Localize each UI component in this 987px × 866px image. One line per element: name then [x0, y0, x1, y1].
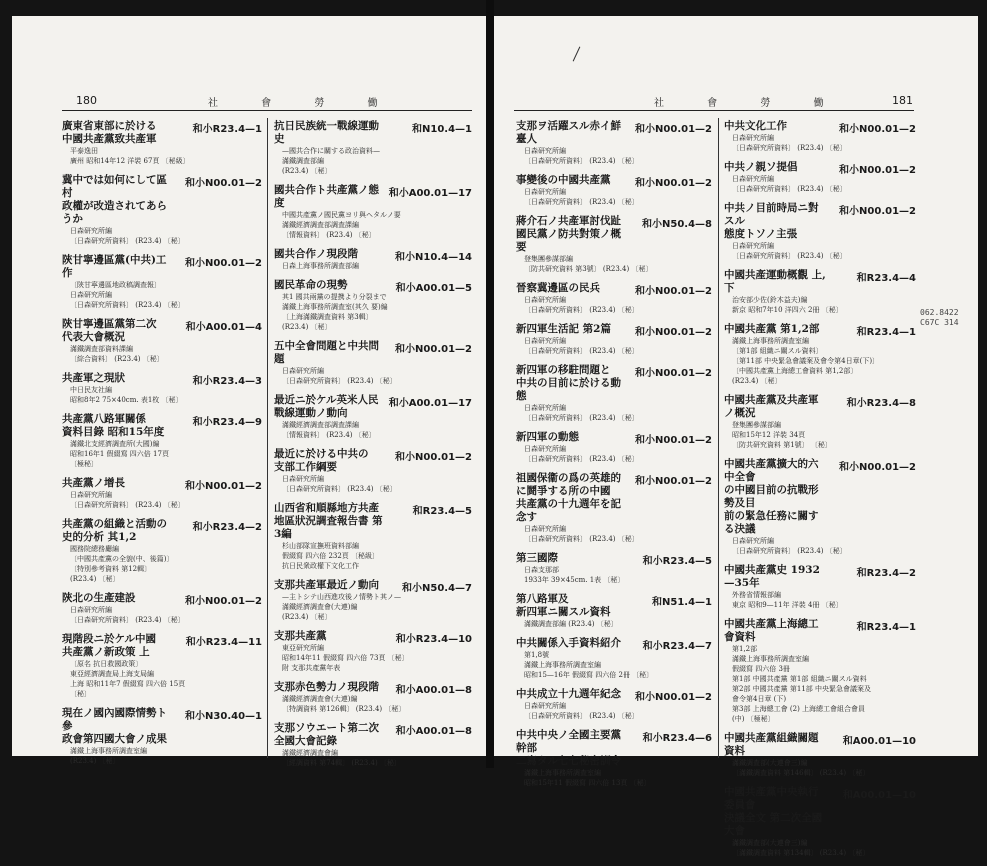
entry-title: 支那共產黨	[274, 630, 327, 642]
entry-title: 支那ソウエート第二次 全國大會記錄	[274, 722, 379, 747]
entry-publication-details: 日森研究所編 〔日森研究所資料〕 (R23.4) 〔秘〕	[524, 188, 639, 206]
entry-title: 中國共產黨上海總工會資料	[724, 618, 819, 643]
entry-title: 祖國保衞の爲の英雄的 に鬪爭する所の中國 共產黨の十九週年を記念す	[516, 472, 621, 523]
entry-classification-code: 和小A00.01—8	[395, 726, 472, 737]
column-divider	[718, 118, 719, 758]
entry-title: 國共合作ト共產黨ノ態度	[274, 184, 379, 209]
entry-classification-code: 和小N30.40—1	[185, 711, 262, 722]
catalog-entry	[62, 633, 262, 699]
catalog-entry	[724, 564, 916, 610]
entry-classification-code: 和小N00.01—2	[395, 344, 472, 355]
entry-title: 最近に於ける中共の 支部工作綱要	[274, 448, 369, 473]
catalog-entry	[62, 477, 262, 510]
catalog-entry	[724, 458, 916, 556]
entry-classification-code: 和小N00.01—2	[185, 178, 262, 189]
entry-classification-code: 和小A00.01—8	[395, 685, 472, 696]
entry-title: 陝甘寧邊區黨第二次 代表大會概況	[62, 318, 157, 343]
entry-classification-code: 和小A00.01—5	[395, 283, 472, 294]
catalog-entry	[274, 722, 472, 768]
catalog-entry	[516, 729, 712, 788]
catalog-entry	[274, 279, 472, 332]
book-gutter	[486, 0, 494, 768]
entry-publication-details: 中國共產黨ノ國民黨ヨリ與ヘタルノ要 滿鐵經濟調査部調査課編 〔情報資料〕 (R23.4) 〔秘〕	[282, 211, 401, 239]
entry-classification-code: 和R23.4—5	[412, 506, 472, 517]
catalog-entry	[274, 681, 472, 714]
entry-title: 中共關係入手資料紹介	[516, 637, 621, 649]
entry-classification-code: 和小N00.01—2	[635, 286, 712, 297]
entry-publication-details: 杉山部隊宣撫班資料部編 假綴寫 四六倍 232頁 〔秘級〕 抗日民衆政權下文化工作	[282, 542, 380, 570]
entry-publication-details: 日森研究所編 〔日森研究所資料〕 (R23.4) 〔秘〕	[70, 227, 185, 245]
entry-publication-details: 日森研究所編 〔日森研究所資料〕 (R23.4) 〔秘〕	[282, 475, 397, 493]
catalog-entry	[724, 786, 916, 858]
entry-classification-code: 和小N00.01—2	[395, 452, 472, 463]
entry-title: 現階段ニ於ケル中國 共產黨ノ新政策 上	[62, 633, 156, 658]
catalog-entry	[516, 323, 712, 356]
catalog-entry	[274, 448, 472, 494]
entry-classification-code: 和小R23.4—1	[192, 124, 262, 135]
entry-classification-code: 和小N50.4—7	[402, 583, 472, 594]
entry-classification-code: 和R23.4—4	[856, 273, 916, 284]
entry-title: 中共ノ目前時局ニ對スル 態度トソノ主張	[724, 202, 819, 240]
running-header: 社 會 勞 働	[654, 98, 844, 109]
entry-classification-code: 和小N00.01—2	[839, 124, 916, 135]
catalog-entry	[62, 518, 262, 584]
entry-publication-details: 登集團參謀部編 〔防共研究資料 第3號〕 (R23.4) 〔秘〕	[524, 255, 653, 273]
entry-title: 廣東省東部に於ける 中國共產黨致共產軍	[62, 120, 157, 145]
entry-publication-details: 滿鐵上海事務所調査室編 昭和15年11 假綴寫 四六倍 13頁 〔秘〕	[524, 769, 651, 787]
catalog-entry	[724, 120, 916, 153]
right-column-2	[724, 120, 916, 866]
entry-classification-code: 和小N00.01—2	[185, 596, 262, 607]
entry-title: 支那赤色勢力ノ現段階	[274, 681, 379, 693]
entry-title: 中共文化工作	[724, 120, 787, 132]
entry-title: 共產黨ノ增長	[62, 477, 125, 489]
entry-publication-details: 日森研究所編 〔日森研究所資料〕 (R23.4) 〔秘〕	[524, 525, 639, 543]
entry-title: 最近ニ於ケル英米人民 戰線運動ノ動向	[274, 394, 379, 419]
left-page	[12, 16, 486, 767]
catalog-entry	[516, 637, 712, 680]
catalog-entry	[274, 184, 472, 240]
entry-title: 支那共產軍最近ノ動向	[274, 579, 379, 591]
entry-classification-code: 和A00.01—10	[842, 736, 916, 747]
entry-classification-code: 和小R23.4—10	[395, 634, 472, 645]
catalog-entry	[274, 120, 472, 176]
catalog-entry	[274, 248, 472, 271]
running-header: 社 會 勞 働	[208, 98, 398, 109]
catalog-entry	[516, 552, 712, 585]
page-number: 181	[892, 94, 913, 107]
catalog-entry	[516, 120, 712, 166]
entry-classification-code: 和小R23.4—6	[642, 733, 712, 744]
entry-publication-details: 滿鐵北支經濟調査所(大國)編 昭和16年1 假綴寫 四六倍 17頁 〔極秘〕	[70, 440, 169, 468]
entry-classification-code: 和R23.4—1	[856, 622, 916, 633]
entry-publication-details: 日森研究所編 〔日森研究所資料〕 (R23.4) 〔秘〕	[524, 702, 639, 720]
entry-publication-details: 日森研究所編 〔日森研究所資料〕 (R23.4) 〔秘〕	[524, 296, 639, 314]
entry-publication-details: —主トシテ山西進攻後ノ情勢ト其ノ— 滿鐵經濟調査會(大連)編 (R23.4) 〔秘〕	[282, 593, 401, 621]
entry-title: 冀中では如何にして區村 政權が改造されてあらうか	[62, 174, 167, 225]
catalog-entry	[516, 282, 712, 315]
entry-publication-details: 登集團參謀部編 昭和15年12 洋裝 34頁 〔防共研究資料 第1號〕 〔秘〕	[732, 421, 832, 449]
entry-classification-code: 和N51.4—1	[652, 597, 712, 608]
entry-classification-code: 和小N00.01—2	[185, 258, 262, 269]
catalog-entry	[516, 472, 712, 544]
catalog-entry	[274, 579, 472, 622]
entry-publication-details: 滿鐵調査部(大連會三)編 〔滿鐵調査資料 第134輯〕 (R23.4) 〔秘〕	[732, 839, 870, 857]
entry-publication-details: 中日民友社編 昭和8年2 75×40cm. 表1枚 〔秘〕	[70, 386, 183, 404]
entry-publication-details: 治安部少佐(鈴木益夫)編 新京 昭和7年10 洋四六 2冊 〔秘〕	[732, 296, 843, 314]
entry-title: 中國共產運動概觀 上,下	[724, 269, 826, 294]
entry-classification-code: 和小N00.01—2	[635, 476, 712, 487]
header-rule	[514, 110, 914, 111]
entry-title: 陝甘寧邊區黨(中共)工作	[62, 254, 167, 279]
entry-classification-code: 和小R23.4—2	[192, 522, 262, 533]
entry-publication-details: 第1,8號 滿鐵上海事務所調査室編 昭和15—16年 假綴寫 四六倍 2冊 〔秘〕	[524, 651, 654, 679]
header-rule	[62, 110, 472, 111]
entry-publication-details: 日森研究所編 〔日森研究所資料〕 (R23.4) 〔秘〕	[524, 337, 639, 355]
entry-classification-code: 和小N50.4—8	[642, 219, 712, 230]
entry-classification-code: 和小A00.01—17	[388, 188, 472, 199]
entry-title: 中國共產黨中央執行委員會 決議全文 第二次全國大會	[724, 786, 823, 837]
catalog-entry	[724, 323, 916, 386]
entry-classification-code: 和小R23.4—5	[642, 556, 712, 567]
entry-title: 山西省和順縣地方共產 地區狀況調査報告書 第3編	[274, 502, 383, 540]
entry-title: 中共中央ノ全國主要黨幹部 二寫タル七七秘密訓令	[516, 729, 621, 767]
entry-publication-details: 日森研究所編 〔日森研究所資料〕 (R23.4) 〔秘〕	[732, 242, 847, 260]
margin-call-number: 062.8422 C67C 314	[920, 308, 959, 327]
column-divider	[267, 118, 268, 758]
entry-title: 中國共產黨及共產軍ノ概況	[724, 394, 819, 419]
catalog-entry	[62, 372, 262, 405]
entry-classification-code: 和小N00.01—2	[635, 435, 712, 446]
entry-title: 現在ノ國內國際情勢ト參 政會第四國大會ノ成果	[62, 707, 167, 745]
entry-publication-details: 平泰逸田 廣州 昭和14年12 洋裝 67頁 〔秘級〕	[70, 147, 190, 165]
entry-classification-code: 和小R23.4—3	[192, 376, 262, 387]
catalog-entry	[62, 707, 262, 766]
entry-publication-details: 〔陝甘寧邊區地政稿調查報〕 日森研究所編 〔日森研究所資料〕 (R23.4) 〔秘〕	[70, 281, 185, 309]
entry-title: 中國共產黨史 1932—35年	[724, 564, 820, 589]
entry-classification-code: 和小N00.01—2	[635, 368, 712, 379]
catalog-entry	[62, 413, 262, 469]
entry-title: 中國共產黨擴大的六中全會 の中國目前の抗戰形勢及目 前の緊急任務に關する決議	[724, 458, 819, 535]
catalog-entry	[516, 174, 712, 207]
entry-classification-code: 和R23.4—1	[856, 327, 916, 338]
pencil-mark	[573, 47, 581, 62]
catalog-entry	[516, 593, 712, 629]
entry-publication-details: 日森研究所編 〔日森研究所資料〕 (R23.4) 〔秘〕	[524, 445, 639, 463]
entry-classification-code: 和小N00.01—2	[839, 462, 916, 473]
catalog-entry	[724, 732, 916, 778]
entry-publication-details: 外務省情報部編 東京 昭和9—11年 洋裝 4冊 〔秘〕	[732, 591, 843, 609]
entry-publication-details: 滿鐵上海事務所調査室編 〔第1部 組織ニ關スル資料〕 〔第11部 中央緊急會議案及會令第4日章(下)〕 〔中國共產黨上海總工會資料 第1,2部〕 (R23.4) 〔秘〕	[732, 337, 880, 385]
entry-publication-details: 〔原名 抗日救國政策〕 東亞經濟調査局上海支局編 上海 昭和11年7 假綴寫 四六倍 15頁 〔秘〕	[70, 660, 186, 698]
entry-classification-code: 和小N00.01—2	[635, 178, 712, 189]
entry-publication-details: 國務院總務廳編 〔中國共產黨の全貌(中、後篇)〕 〔特別參考資料 第12輯〕 (R23.4) 〔秘〕	[70, 545, 174, 583]
entry-publication-details: 第1,2部 滿鐵上海事務所調査室編 假綴寫 四六倍 3冊 第1部 中國共產黨 第1部 組織ニ關スル資料 第2部 中國共產黨 第11部 中央緊急會議案及 會令第4日章 (下) 第3部 上海總工會 (2) 上海總工會組合會員 (中) 〔極秘〕	[732, 645, 872, 723]
entry-title: 第八路軍及 新四軍ニ關スル資料	[516, 593, 611, 618]
entry-title: 共產黨の組織と活動の 史的分析 其1,2	[62, 518, 167, 543]
catalog-entry	[724, 269, 916, 315]
entry-classification-code: 和小N00.01—2	[839, 206, 916, 217]
entry-publication-details: 日森研究所編 〔日森研究所資料〕 (R23.4) 〔秘〕	[70, 491, 185, 509]
catalog-entry	[516, 431, 712, 464]
entry-title: 陝北の生產建設	[62, 592, 136, 604]
entry-classification-code: 和小N00.01—2	[635, 327, 712, 338]
catalog-entry	[62, 254, 262, 310]
entry-publication-details: 日森研究所編 〔日森研究所資料〕 (R23.4) 〔秘〕	[70, 606, 185, 624]
entry-classification-code: 和N10.4—1	[412, 124, 472, 135]
entry-title: 晉察冀邊區の民兵	[516, 282, 600, 294]
entry-title: 蔣介石ノ共產軍討伐趾 國民黨ノ防共對策ノ概要	[516, 215, 621, 253]
entry-classification-code: 和小A00.01—4	[185, 322, 262, 333]
catalog-entry	[724, 202, 916, 261]
catalog-entry	[62, 318, 262, 364]
entry-classification-code: 和小A00.01—17	[388, 398, 472, 409]
right-page	[494, 16, 978, 857]
entry-classification-code: 和小R23.4—8	[846, 398, 916, 409]
entry-classification-code: 和小N00.01—2	[635, 692, 712, 703]
entry-publication-details: 日森研究所編 〔日森研究所資料〕 (R23.4) 〔秘〕	[524, 404, 639, 422]
entry-publication-details: 日森研究所編 〔日森研究所資料〕 (R23.4) 〔秘〕	[732, 134, 847, 152]
entry-title: 國民革命の現勢	[274, 279, 348, 291]
catalog-entry	[274, 340, 472, 386]
entry-title: 事變後の中國共產黨	[516, 174, 611, 186]
catalog-entry	[724, 161, 916, 194]
left-column-2	[274, 120, 472, 776]
entry-publication-details: 日森支那部 1933年 39×45cm. 1表 〔秘〕	[524, 566, 625, 584]
entry-classification-code: 和小N00.01—2	[635, 124, 712, 135]
entry-publication-details: 滿鐵經濟調査會(大連)編 〔特調資料 第126輯〕 (R23.4) 〔秘〕	[282, 695, 406, 713]
entry-classification-code: 和小R23.4—7	[642, 641, 712, 652]
entry-classification-code: 和小N10.4—14	[395, 252, 472, 263]
entry-publication-details: 滿鐵調査部編 (R23.4) 〔秘〕	[524, 620, 618, 628]
entry-publication-details: 日森上海事務所調査部編	[282, 262, 359, 270]
right-column-1	[516, 120, 712, 796]
catalog-entry	[274, 394, 472, 440]
entry-classification-code: 和小R23.4—9	[192, 417, 262, 428]
catalog-entry	[62, 120, 262, 166]
entry-classification-code: 和小N00.01—2	[185, 481, 262, 492]
entry-publication-details: 日森研究所編 〔日森研究所資料〕 (R23.4) 〔秘〕	[282, 367, 397, 385]
catalog-entry	[62, 592, 262, 625]
entry-title: 共產黨八路軍關係 資料目錄 昭和15年度	[62, 413, 165, 438]
entry-title: 共產軍之現狀	[62, 372, 125, 384]
left-column-1	[62, 120, 262, 774]
entry-publication-details: 滿鐵經濟調査部調査課編 〔情報資料〕 (R23.4) 〔秘〕	[282, 421, 376, 439]
entry-classification-code: 和小N00.01—2	[839, 165, 916, 176]
catalog-entry	[62, 174, 262, 246]
catalog-entry	[516, 688, 712, 721]
entry-publication-details: 東亞研究所編 昭和14年11 假綴寫 四六倍 73頁 〔秘〕 附 支那共產黨年表	[282, 644, 409, 672]
entry-title: 五中全會問題と中共問題	[274, 340, 379, 365]
catalog-entry	[274, 502, 472, 571]
entry-publication-details: 日森研究所編 〔日森研究所資料〕 (R23.4) 〔秘〕	[732, 175, 847, 193]
entry-title: 新四軍の動態	[516, 431, 579, 443]
catalog-entry	[274, 630, 472, 673]
entry-title: 抗日民族統一戰線運動史	[274, 120, 379, 145]
catalog-entry	[516, 215, 712, 274]
entry-publication-details: 日森研究所編 〔日森研究所資料〕 (R23.4) 〔秘〕	[524, 147, 639, 165]
entry-publication-details: 滿鐵經濟調査會編 〔經調資料 第74輯〕 (R23.4) 〔秘〕	[282, 749, 401, 767]
entry-classification-code: 和A00.01—10	[842, 790, 916, 801]
entry-publication-details: 滿鐵調査部資料課編 〔綜合資料〕 (R23.4) 〔秘〕	[70, 345, 164, 363]
entry-publication-details: 滿鐵調査部(大連會三)編 〔滿鐵調査資料 第146輯〕 (R23.4) 〔秘〕	[732, 759, 870, 777]
entry-title: 中共成立十九週年紀念	[516, 688, 621, 700]
page-number: 180	[76, 94, 97, 107]
catalog-entry	[516, 364, 712, 423]
entry-title: 中共ノ親ソ提倡	[724, 161, 798, 173]
entry-classification-code: 和小R23.4—11	[185, 637, 262, 648]
entry-title: 第三國際	[516, 552, 558, 564]
entry-publication-details: 其1 國共兩黨の提携より分裂まで 滿鐵上海事務所調査室(其久 要)編 〔上海滿鐵調査資料 第3輯〕 (R23.4) 〔秘〕	[282, 293, 388, 331]
entry-publication-details: 日森研究所編 〔日森研究所資料〕 (R23.4) 〔秘〕	[732, 537, 847, 555]
entry-title: 中國共產黨組織關題資料	[724, 732, 819, 757]
entry-publication-details: —國共合作に關する政治資料— 滿鐵調査部編 (R23.4) 〔秘〕	[282, 147, 380, 175]
entry-title: 國共合作ノ現段階	[274, 248, 358, 260]
entry-title: 新四軍の移駐問題と 中共の目前に於ける動態	[516, 364, 621, 402]
catalog-entry	[724, 394, 916, 450]
entry-classification-code: 和R23.4—2	[856, 568, 916, 579]
entry-title: 支那ヲ活躍スル赤イ鮮臺人	[516, 120, 621, 145]
entry-title: 新四軍生活記 第2篇	[516, 323, 611, 335]
entry-title: 中國共產黨 第1,2部	[724, 323, 820, 335]
catalog-entry	[724, 618, 916, 724]
entry-publication-details: 滿鐵上海事務所調査室編 (R23.4) 〔秘〕	[70, 747, 147, 765]
